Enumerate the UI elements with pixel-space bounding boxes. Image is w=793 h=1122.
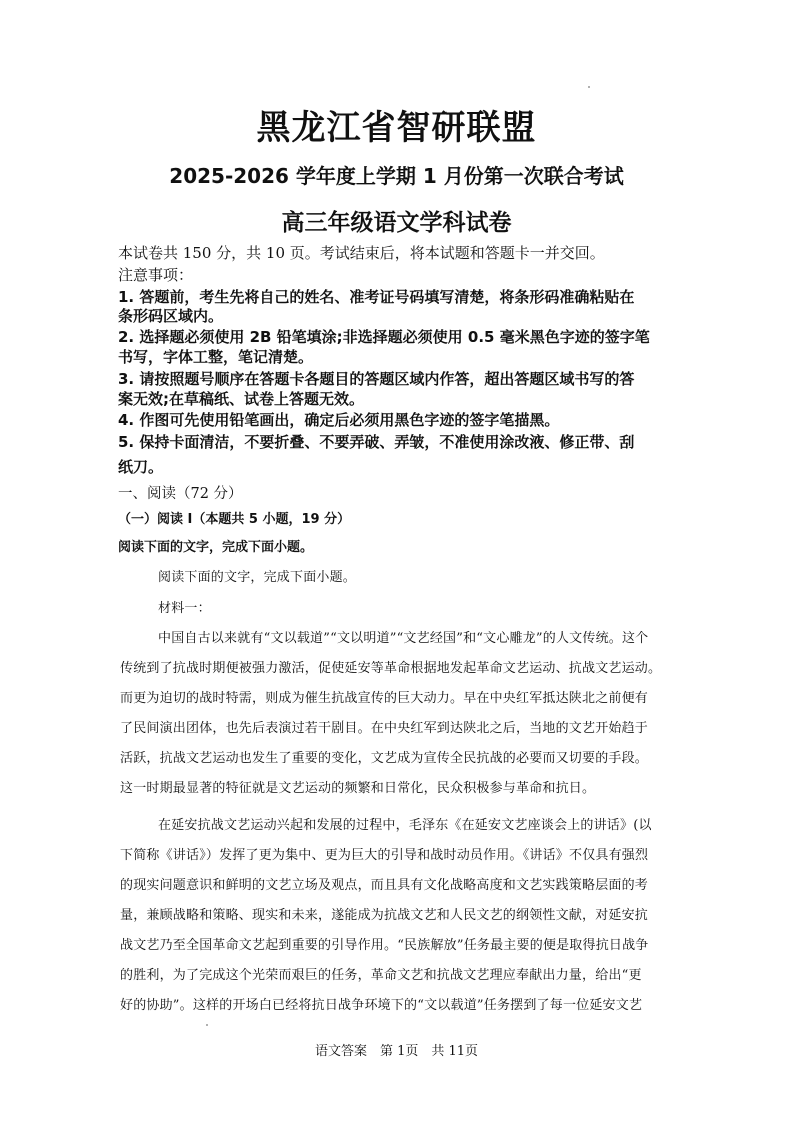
- passage-line: 而更为迫切的战时特需，则成为催生抗战宣传的巨大动力。早在中央红军抵达陕北之前便有: [120, 691, 649, 706]
- rule-1-line-1: 1. 答题前，考生先将自己的姓名、准考证号码填写清楚，将条形码准确粘贴在: [118, 288, 635, 306]
- rule-5-line-2: 纸刀。: [118, 458, 164, 476]
- paper-info-line: 本试卷共 150 分，共 10 页。考试结束后，将本试题和答题卡一并交回。: [118, 244, 605, 262]
- exam-session-subtitle: 2025-2026 学年度上学期 1 月份第一次联合考试: [169, 164, 624, 188]
- passage-line: 传统到了抗战时期便被强力激活，促使延安等革命根据地发起革命文艺运动、抗战文艺运动。: [120, 661, 662, 676]
- scan-speck: [588, 86, 590, 88]
- rule-3-line-1: 3. 请按照题号顺序在答题卡各题目的答题区域内作答，超出答题区域书写的答: [118, 370, 635, 388]
- notice-heading: 注意事项：: [118, 266, 194, 284]
- subsection-heading: （一）阅读 I（本题共 5 小题，19 分）: [118, 512, 351, 527]
- rule-2-line-2: 书写，字体工整，笔记清楚。: [118, 348, 314, 366]
- passage-line: 在延安抗战文艺运动兴起和发展的过程中，毛泽东《在延安文艺座谈会上的讲话》(以: [158, 818, 652, 833]
- passage-line: 中国自古以来就有“文以载道”“文以明道”“文艺经国”和“文心雕龙”的人文传统。这个: [158, 631, 649, 646]
- rule-3-line-2: 案无效;在草稿纸、试卷上答题无效。: [118, 390, 365, 408]
- rule-4-line-1: 4. 作图可先使用铅笔画出，确定后必须用黑色字迹的签字笔描黑。: [118, 411, 560, 429]
- passage-line: 的胜利，为了完成这个光荣而艰巨的任务，革命文艺和抗战文艺理应奉献出力量，给出“更: [120, 968, 642, 983]
- passage-line: 战文艺乃至全国革命文艺起到重要的引导作用。“民族解放”任务最主要的便是取得抗日战争: [120, 938, 649, 953]
- passage-line: 下简称《讲话》）发挥了更为集中、更为巨大的引导和战时动员作用。《讲话》不仅具有强烈: [120, 848, 649, 863]
- rule-5-line-1: 5. 保持卡面清洁，不要折叠、不要弄破、弄皱，不准使用涂改液、修正带、刮: [118, 433, 635, 451]
- passage-instruction: 阅读下面的文字，完成下面小题。: [158, 570, 357, 585]
- passage-line: 活跃，抗战文艺运动也发生了重要的变化，文艺成为宣传全民抗战的必要而又切要的手段。: [120, 751, 649, 766]
- passage-line: 好的协助”。这样的开场白已经将抗日战争环境下的“文以载道”任务摆到了每一位延安文艺: [120, 998, 643, 1013]
- material-label: 材料一：: [158, 601, 211, 616]
- section-heading: 一、阅读（72 分）: [118, 486, 243, 502]
- exam-alliance-title: 黑龙江省智研联盟: [256, 108, 537, 148]
- rule-2-line-1: 2. 选择题必须使用 2B 铅笔填涂;非选择题必须使用 0.5 毫米黑色字迹的签字笔: [118, 328, 650, 346]
- passage-line: 这一时期最显著的特征就是文艺运动的频繁和日常化，民众积极参与革命和抗日。: [120, 781, 596, 796]
- passage-line: 的现实问题意识和鲜明的文艺立场及观点，而且具有文化战略高度和文艺实践策略层面的考: [120, 878, 649, 893]
- scan-speck: [206, 1024, 208, 1026]
- page-footer: 语文答案 第 1页 共 11页: [314, 1044, 479, 1059]
- paper-title: 高三年级语文学科试卷: [281, 210, 512, 236]
- section-instruction: 阅读下面的文字，完成下面小题。: [118, 540, 314, 555]
- passage-line: 量，兼顾战略和策略、现实和未来，遂能成为抗战文艺和人民文艺的纲领性文献，对延安抗: [120, 908, 649, 923]
- rule-1-line-2: 条形码区域内。: [118, 307, 224, 325]
- passage-line: 了民间演出团体，也先后表演过若干剧目。在中央红军到达陕北之后，当地的文艺开始趋于: [120, 721, 649, 736]
